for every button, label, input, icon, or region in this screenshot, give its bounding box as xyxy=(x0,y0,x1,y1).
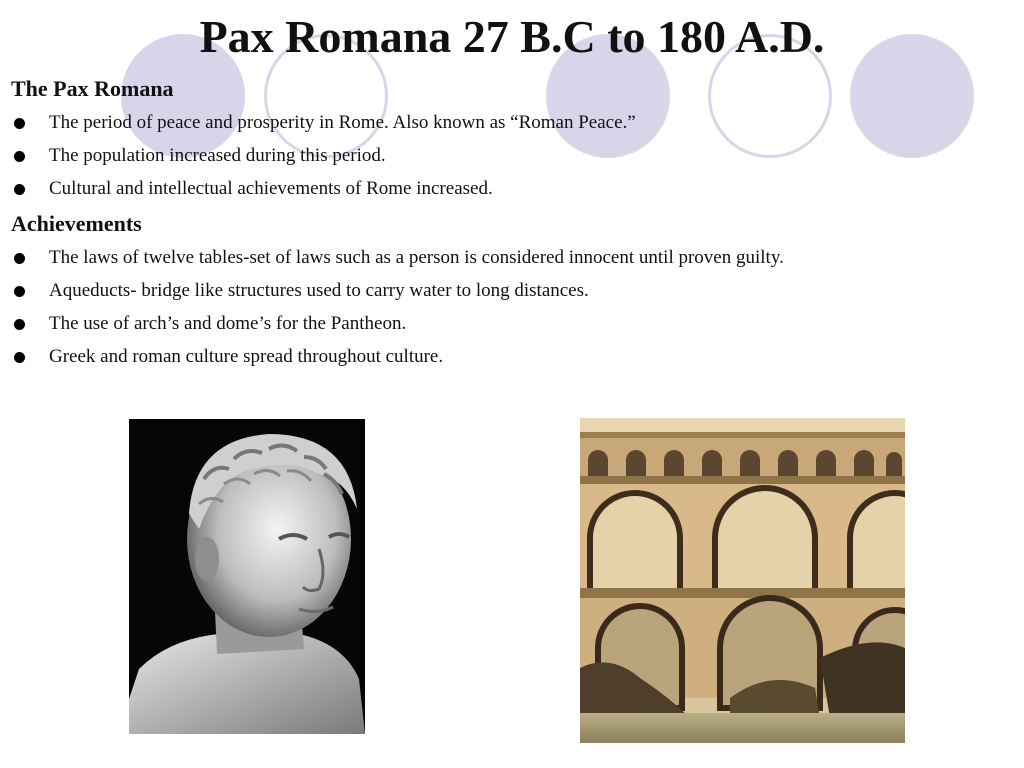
list-item: Aqueducts- bridge like structures used to carry water to long distances. xyxy=(11,274,1011,307)
slide-title: Pax Romana 27 B.C to 180 A.D. xyxy=(199,11,825,62)
list-item: The use of arch’s and dome’s for the Pantheon. xyxy=(11,307,1011,340)
pax-romana-list xyxy=(11,106,1011,205)
slide-body xyxy=(11,72,1011,373)
list-item: The population increased during this period. xyxy=(11,139,1011,172)
list-item: Greek and roman culture spread throughout culture. xyxy=(11,340,1011,373)
roman-bust-image xyxy=(129,419,365,734)
aqueduct-image xyxy=(580,418,905,743)
section-heading-achievements: Achievements xyxy=(11,211,142,236)
list-item: The period of peace and prosperity in Rome. Also known as “Roman Peace.” xyxy=(11,106,1011,139)
section-heading-pax-romana: The Pax Romana xyxy=(11,76,174,101)
achievements-list xyxy=(11,241,1011,373)
list-item: Cultural and intellectual achievements of Rome increased. xyxy=(11,172,1011,205)
list-item: The laws of twelve tables-set of laws such as a person is considered innocent until proven guilty. xyxy=(11,241,1011,274)
